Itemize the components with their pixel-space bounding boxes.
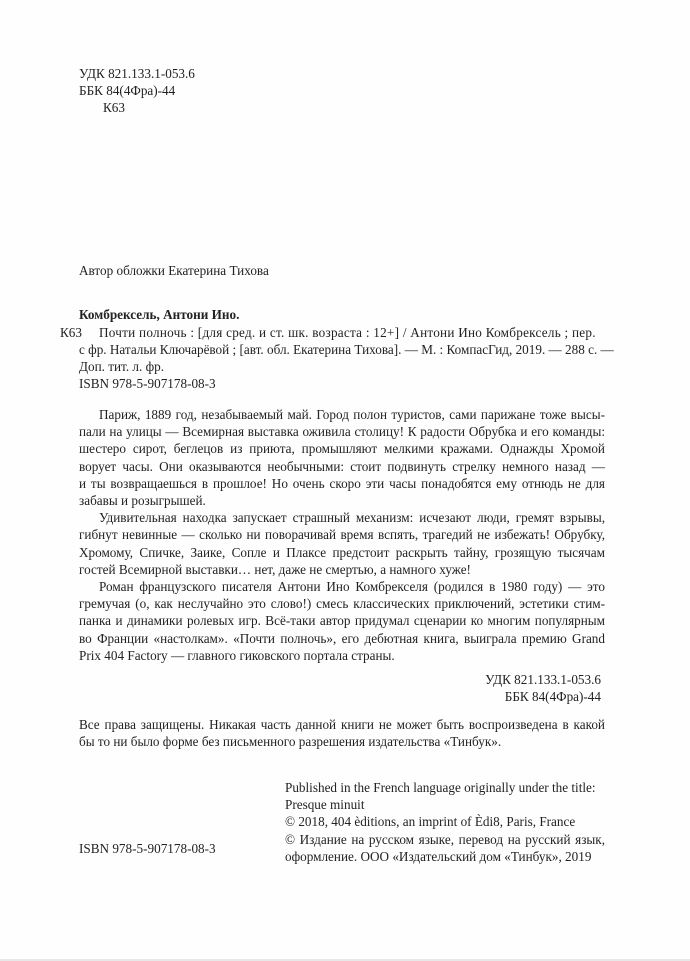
text-line: Prix 404 Factory — главного гиковского портала страны. (79, 647, 395, 663)
catalog-line-1: Почти полночь : [для сред. и ст. шк. возраста : 12+] / Антони Ино Комбрексель ; пер. (99, 325, 596, 340)
catalog-heading: Комбрексель, Антони Ино. (79, 307, 240, 322)
annotation-paragraph-2 (79, 509, 605, 578)
text-line: шестеро сирот, беглецов из приюта, промышляют мелкими кражами. Однажды Хромой (79, 441, 605, 457)
text-line: Все права защищены. Никакая часть данной книги не может быть воспроизведена в какой (79, 717, 605, 732)
text-line: © Издание на русском языке, перевод на русский язык, (285, 831, 605, 847)
author-mark-top: К63 (103, 100, 125, 115)
text-line: гибнут невинные — сколько ни поворачивай время вспять, трагедий не избежать! Обрубку, (79, 527, 605, 543)
text-line: Роман французского писателя Антони Ино Комбрекселя (родился в 1980 году) — это (99, 579, 605, 595)
rights-notice (79, 716, 605, 750)
text-line: бы то ни было форме без письменного разрешения издательства «Тинбук». (79, 734, 502, 750)
text-line: панка и динамики ролевых игр. Всё-таки автор придумал сценарии ко многим популярным (79, 613, 605, 629)
catalog-line-2: с фр. Натальи Ключарёвой ; [авт. обл. Екатерина Тихова]. — М. : КомпасГид, 2019. — 288 с. — (79, 342, 614, 357)
text-line: Хромому, Спичке, Заике, Сопле и Плаксе предстоит раскрыть тайну, грозящую тысячам (79, 544, 605, 560)
annotation-paragraph-1 (79, 406, 605, 509)
text-line: ворует часы. Они оказываются необычными: стоит подвинуть стрелку немного назад — (79, 458, 605, 474)
bbk-code-bottom: ББК 84(4Фра)-44 (504, 689, 601, 704)
catalog-isbn: ISBN 978-5-907178-08-3 (79, 376, 216, 391)
original-publication (285, 779, 605, 865)
text-line: Удивительная находка запускает страшный механизм: исчезают люди, гремят взрывы, (99, 510, 605, 526)
text-line: и ты возвращаешься в прошлое! Но очень скоро эти часы понадобятся ему отнюдь не для (79, 475, 605, 491)
text-line: во Франции «настолкам». «Почти полночь», его дебютная книга, выиграла премию Grand (79, 630, 605, 646)
annotation (79, 406, 605, 664)
text-line: Presque minuit (285, 797, 365, 813)
bbk-code-top: ББК 84(4Фра)-44 (79, 83, 176, 98)
text-line: забавы и розыгрышей. (79, 493, 206, 509)
udk-code-top: УДК 821.133.1-053.6 (79, 66, 195, 81)
catalog-mark: К63 (60, 325, 82, 340)
annotation-paragraph-3 (79, 578, 605, 664)
catalog-line-3: Доп. тит. л. фр. (79, 359, 165, 374)
text-line: Париж, 1889 год, незабываемый май. Город полон туристов, сами парижане тоже высы- (99, 407, 605, 422)
text-line: гремучая (о, как неслучайно это слово!) смесь классических приключений, эстетики стим- (79, 596, 605, 612)
udk-code-bottom: УДК 821.133.1-053.6 (485, 672, 601, 687)
text-line: Published in the French language originally under the title: (285, 780, 596, 795)
cover-credit: Автор обложки Екатерина Тихова (79, 263, 269, 278)
text-line: пали на улицы — Всемирная выставка оживила столицу! К радости Обрубка и его команды: (79, 424, 605, 440)
text-line: оформление. ООО «Издательский дом «Тинбук», 2019 (285, 848, 592, 864)
text-line: гостей Всемирной выставки… нет, даже не смертью, а намного хуже! (79, 561, 471, 577)
isbn-bottom: ISBN 978-5-907178-08-3 (79, 841, 216, 856)
text-line: © 2018, 404 èditions, an imprint of Èdi8, Paris, France (285, 814, 576, 830)
